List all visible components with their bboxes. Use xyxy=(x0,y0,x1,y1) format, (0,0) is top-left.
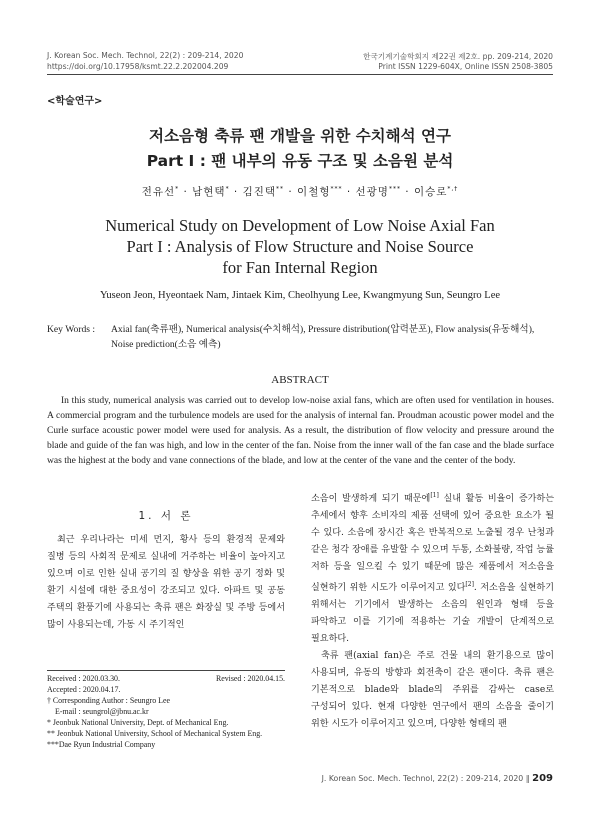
received-date: Received : 2020.03.30. xyxy=(47,674,120,683)
footnote-rule xyxy=(47,670,285,671)
left-column xyxy=(47,508,285,634)
page-footer: J. Korean Soc. Mech. Technol, 22(2) : 209-214, 2020 ‖ 209 xyxy=(321,773,553,784)
english-title-line1: Numerical Study on Development of Low Noise Axial Fan xyxy=(105,216,495,235)
affiliation-1: * Jeonbuk National University, Dept. of Mechanical Eng. xyxy=(47,718,229,727)
english-title-line2: Part I : Analysis of Flow Structure and Noise Source xyxy=(126,237,474,256)
corresponding-author: † Corresponding Author : Seungro Lee xyxy=(47,696,170,705)
keywords xyxy=(47,322,557,352)
intro-paragraph: 축류 팬(axial fan)은 주로 건물 내의 환기용으로 많이 사용되며, 유동의 방향과 회전축이 같은 팬이다. 축류 팬은 기본적으로 blade와 blade의 주위를 감싸는 case로 구성되어 있다. 현재 다양한 연구에서 팬의 소음을 줄이기 위한 시도가 이루어지고 있으며, 다양한 형태의 팬 xyxy=(311,651,554,730)
author-name: 이철형 xyxy=(297,186,331,198)
journal-citation-korean: 한국기계기술학회지 제22권 제2호. pp. 209-214, 2020 xyxy=(363,52,553,61)
author-affiliation-mark: *,† xyxy=(447,185,459,193)
section-heading-introduction: 1. 서 론 xyxy=(138,510,194,522)
abstract-text: In this study, numerical analysis was carried out to develop low-noise axial fans, which are often used for ventilation in houses. A commercial program and the turbulence models are used for the analysis of internal fan. Proudman acoustic power model and the Curle surface acoustic power model were used for analysis. As a result, the distribution of flow velocity and pressure around the blade and guide of the fan was high, and low in the center of the fan. Noise from the inner wall of the fan case and the blade surface was the highest at the body and vane connections of the blade, and low at the center of the vane and the center of the body. xyxy=(47,395,554,466)
author-affiliation-mark: *** xyxy=(330,185,343,193)
article-category: <학술연구> xyxy=(47,96,103,107)
english-authors: Yuseon Jeon, Hyeontaek Nam, Jintaek Kim, Cheolhyung Lee, Kwangmyung Sun, Seungro Lee xyxy=(99,290,501,301)
author-name: 김진택 xyxy=(242,186,277,198)
english-title-line3: for Fan Internal Region xyxy=(222,258,378,277)
author-affiliation-mark: ** xyxy=(276,185,285,193)
korean-title-line1: 저소음형 축류 팬 개발을 위한 수치해석 연구 xyxy=(149,127,451,145)
intro-paragraph: 최근 우리나라는 미세 먼지, 황사 등의 환경적 문제와 질병 등의 사회적 문제로 실내에 거주하는 비율이 높아지고 있으며 이로 인한 실내 공기의 질 향상을 위한 공기 정화 및 환기 시설에 대한 중요성이 강조되고 있다. 아파트 및 공동 주택의 환풍기에 사용되는 축류 팬은 화장실 및 주방 등에서 많이 사용되는데, 가동 시 주기적인 xyxy=(47,535,285,630)
author-email[interactable]: E-mail : seungrol@jbnu.ac.kr xyxy=(55,707,149,716)
issn-info: Print ISSN 1229-604X, Online ISSN 2508-3805 xyxy=(378,62,553,71)
author-affiliation-mark: *** xyxy=(388,185,401,193)
author-name: 선광명 xyxy=(355,186,389,198)
author-affiliation-mark: * xyxy=(175,185,180,193)
author-name: 남현택 xyxy=(192,186,226,198)
korean-title-line2: Part Ⅰ : 팬 내부의 유동 구조 및 소음원 분석 xyxy=(146,152,454,170)
author-name: 이승로 xyxy=(413,186,448,198)
journal-citation-header: J. Korean Soc. Mech. Technol, 22(2) : 209-214, 2020 xyxy=(47,51,244,60)
keywords-label: Key Words : xyxy=(47,324,96,335)
affiliation-3: ***Dae Ryun Industrial Company xyxy=(47,740,156,749)
page-number: 209 xyxy=(532,773,553,784)
footnotes xyxy=(47,673,287,750)
keywords-list-cont: Noise prediction(소음 예측) xyxy=(111,339,221,350)
intro-paragraph-cont: 소음이 발생하게 되기 때문에[1] 실내 활동 비율이 증가하는 추세에서 향후 소비자의 제품 선택에 있어 중요한 요소가 될 수 있다. 소음에 장시간 혹은 반복적으로 노출될 경우 난청과 같은 청각 장애를 유발할 수 있으며 두통, 소화불량, 작업 능률 저하 등을 일으킬 수 있기 때문에 많은 제품에서 저소음을 실현하기 위한 시도가 이루어지고 있다[2]. 저소음을 실현하기 위해서는 기기에서 발생하는 소음의 원인과 형태 등을 파악하고 이를 기기에 적용하는 기술 개발이 단계적으로 필요하다. xyxy=(311,492,554,645)
revised-date: Revised : 2020.04.15. xyxy=(215,674,285,683)
abstract-heading: ABSTRACT xyxy=(271,374,329,386)
affiliation-2: ** Jeonbuk National University, School of Mechanical System Eng. xyxy=(47,729,263,738)
right-column xyxy=(311,487,554,733)
doi-link[interactable]: https://doi.org/10.17958/ksmt.22.2.202004.209 xyxy=(47,62,229,71)
footer-citation: J. Korean Soc. Mech. Technol, 22(2) : 209-214, 2020 xyxy=(321,774,524,783)
author-affiliation-mark: * xyxy=(225,185,230,193)
citation-ref[interactable]: [2] xyxy=(465,581,474,589)
accepted-date: Accepted : 2020.04.17. xyxy=(47,685,121,694)
author-name: 전유선 xyxy=(141,186,176,198)
keywords-list: Axial fan(축류팬), Numerical analysis(수치해석), Pressure distribution(압력분포), Flow analysis(유동해석), xyxy=(111,324,535,335)
korean-authors: 전유선* · 남현택* · 김진택** · 이철형*** · 선광명*** · 이승로*,† xyxy=(141,185,459,198)
header-rule xyxy=(47,74,553,75)
citation-ref[interactable]: [1] xyxy=(430,492,439,499)
